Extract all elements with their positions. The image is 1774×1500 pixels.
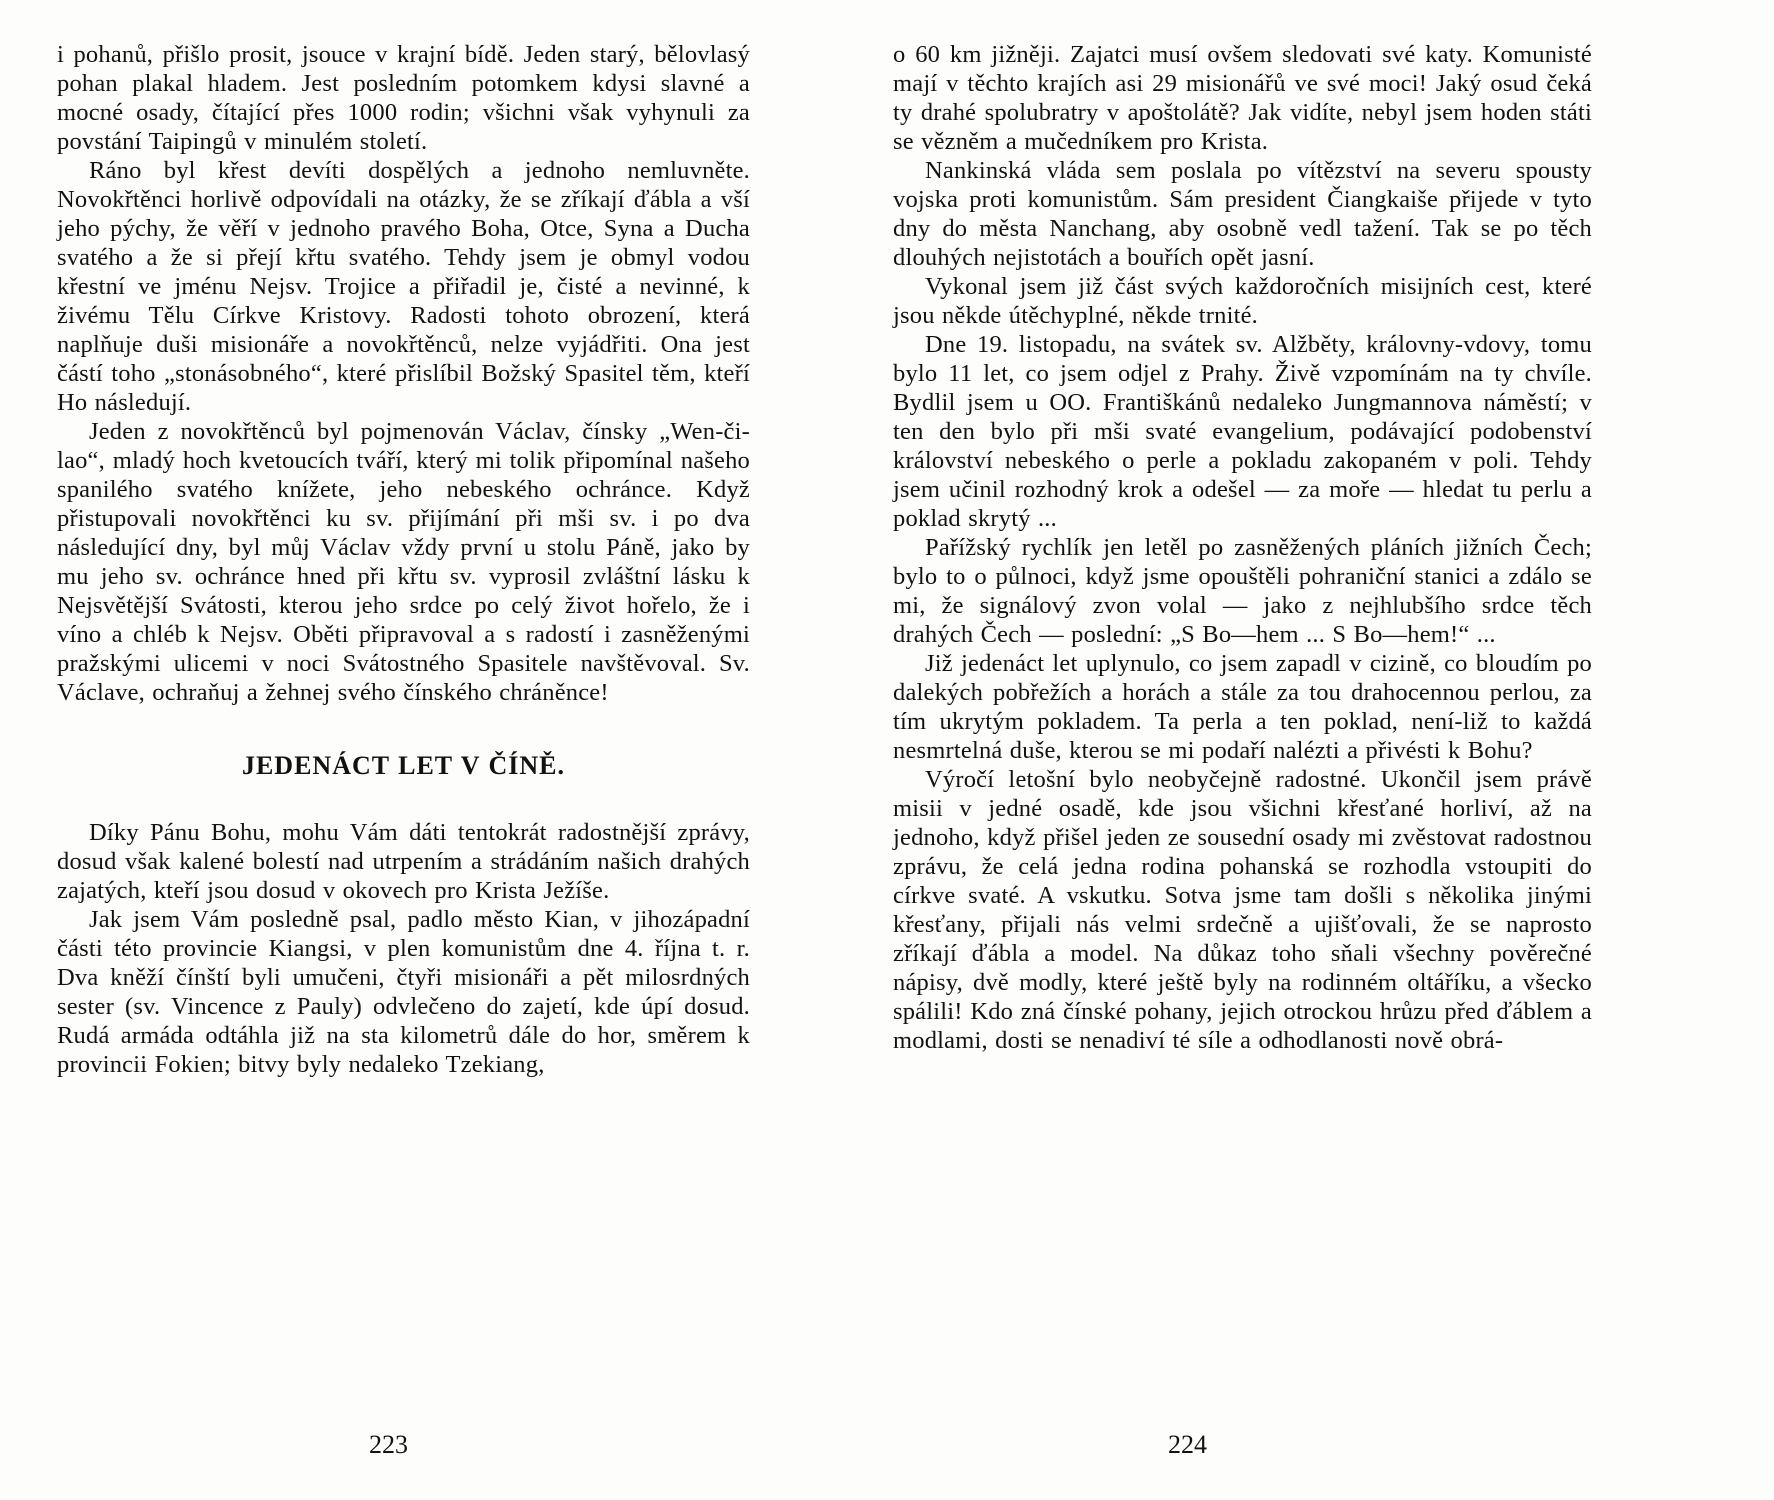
paragraph: o 60 km jižněji. Zajatci musí ovšem sledovati své katy. Komunisté mají v těchto krajích asi 29 misionářů ve své moci! Jaký osud čeká ty drahé spolubratry v apoštolátě? Jak vidíte, nebyl jsem hoden státi se vězněm a mučedníkem pro Krista. bbox=[893, 41, 1592, 155]
paragraph: Již jedenáct let uplynulo, co jsem zapadl v cizině, co bloudím po dalekých pobřežích a horách a stále za tou drahocennou perlou, za tím ukrytým pokladem. Ta perla a ten poklad, není-liž to každá nesmrtelná duše, kterou se mi podaří nalézti a přivésti k Bohu? bbox=[893, 650, 1592, 764]
paragraph: Dne 19. listopadu, na svátek sv. Alžběty, královny-vdovy, tomu bylo 11 let, co jsem odjel z Prahy. Živě vzpomínám na ty chvíle. Bydlil jsem u OO. Františkánů nedaleko Jungmannova náměstí; v ten den bylo při mši svaté evangelium, podávající podobenství království nebeského o perle a pokladu zakopaném v poli. Tehdy jsem učinil rozhodný krok a odešel — za moře — hledat tu perlu a poklad skrytý ... bbox=[893, 331, 1592, 532]
paragraph: Nankinská vláda sem poslala po vítězství na severu spousty vojska proti komunistům. Sám president Čiangkaiše přijede v tyto dny do města Nanchang, aby osobně vedl tažení. Tak se po těch dlouhých nejistotách a bouřích opět jasní. bbox=[893, 157, 1592, 271]
page-right-text bbox=[893, 40, 1592, 1055]
page-left-text bbox=[57, 40, 750, 1079]
paragraph: Pařížský rychlík jen letěl po zasněžených pláních jižních Čech; bylo to o půlnoci, když jsme opouštěli pohraniční stanici a zdálo se mi, že signálový zvon volal — jako z nejhlubšího srdce těch drahých Čech — poslední: „S Bo—hem ... S Bo—hem!“ ... bbox=[893, 534, 1592, 648]
paragraph: Jeden z novokřtěnců byl pojmenován Václav, čínsky „Wen-či-lao“, mladý hoch kvetoucích tváří, který mi tolik připomínal našeho spanilého svatého knížete, jeho nebeského ochránce. Když přistupovali novokřtěnci ku sv. přijímání při mši sv. i po dva následující dny, byl můj Václav vždy první u stolu Páně, jako by mu jeho sv. ochránce hned při křtu sv. vyprosil zvláštní lásku k Nejsvětější Svátosti, kterou jeho srdce po celý život hořelo, že i víno a chléb k Nejsv. Oběti připravoval a s radostí i zasněženými pražskými ulicemi v noci Svátostného Spasitele navštěvoval. Sv. Václave, ochraňuj a žehnej svého čínského chráněnce! bbox=[57, 418, 750, 706]
paragraph: Díky Pánu Bohu, mohu Vám dáti tentokrát radostnější zprávy, dosud však kalené bolestí nad utrpením a strádáním našich drahých zajatých, kteří jsou dosud v okovech pro Krista Ježíše. bbox=[57, 819, 750, 904]
chapter-heading: JEDENÁCT LET V ČÍNĚ. bbox=[241, 751, 566, 780]
paragraph: Jak jsem Vám posledně psal, padlo město Kian, v jihozápadní části této provincie Kiangsi, v plen komunistům dne 4. října t. r. Dva kněží čínští byli umučeni, čtyři misionáři a pět milosrdných sester (sv. Vincence z Pauly) odvlečeno do zajetí, kde úpí dosud. Rudá armáda odtáhla již na sta kilometrů dále do hor, směrem k provincii Fokien; bitvy byly nedaleko Tzekiang, bbox=[57, 906, 750, 1078]
page-left bbox=[57, 40, 750, 1490]
paragraph: i pohanů, přišlo prosit, jsouce v krajní bídě. Jeden starý, bělovlasý pohan plakal hladem. Jest posledním potomkem kdysi slavné a mocné osady, čítající přes 1000 rodin; všichni však vyhynuli za povstání Taipingů v minulém století. bbox=[57, 41, 750, 155]
page-number-left: 223 bbox=[369, 1430, 408, 1459]
paragraph: Výročí letošní bylo neobyčejně radostné. Ukončil jsem právě misii v jedné osadě, kde jsou všichni křesťané horliví, až na jednoho, když přišel jeden ze sousední osady mi zvěstovat radostnou zprávu, že celá jedna rodina pohanská se rozhodla vstoupiti do církve svaté. A vskutku. Sotva jsme tam došli s několika jinými křesťany, přijali nás velmi srdečně a ujišťovali, že se naprosto zříkají ďábla a model. Na důkaz toho sňali všechny pověrečné nápisy, dvě modly, které ještě byly na rodinném oltáříku, a všecko spálili! Kdo zná čínské pohany, jejich otrockou hrůzu před ďáblem a modlami, dosti se nenadiví té síle a odhodlanosti nově obrá- bbox=[893, 766, 1592, 1054]
page-right bbox=[893, 40, 1592, 1490]
paragraph: Vykonal jsem již část svých každoročních misijních cest, které jsou někde útěchyplné, někde trnité. bbox=[893, 273, 1592, 329]
paragraph: Ráno byl křest devíti dospělých a jednoho nemluvněte. Novokřtěnci horlivě odpovídali na otázky, že se zříkají ďábla a vší jeho pýchy, že věří v jednoho pravého Boha, Otce, Syna a Ducha svatého a že si přejí křtu svatého. Tehdy jsem je obmyl vodou křestní ve jménu Nejsv. Trojice a přiřadil je, čisté a nevinné, k živému Tělu Církve Kristovy. Radosti tohoto obrození, která naplňuje duši misionáře a novokřtěnců, nelze vyjádřiti. Ona jest částí toho „stonásobného“, které přislíbil Božský Spasitel těm, kteří Ho následují. bbox=[57, 157, 750, 416]
page-number-right: 224 bbox=[1168, 1430, 1207, 1459]
